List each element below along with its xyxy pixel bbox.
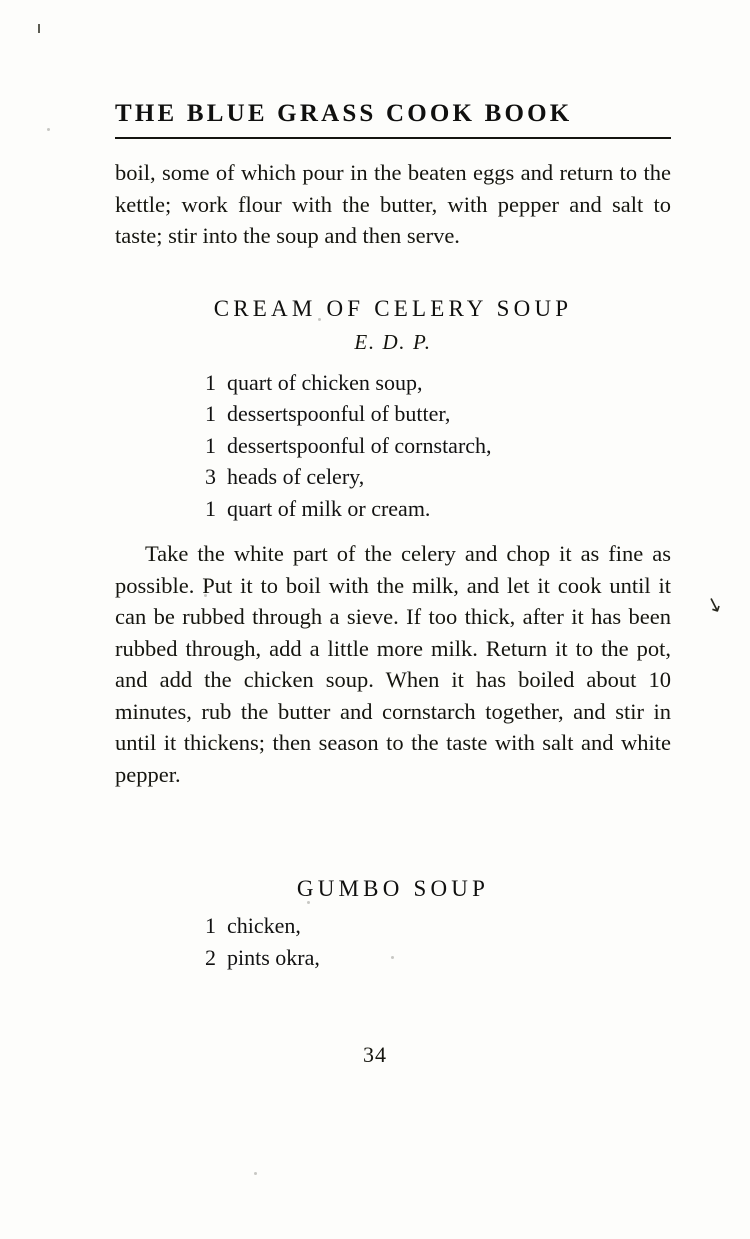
recipe-method: Take the white part of the celery and chop it as fine as possible. Put it to boil with the milk, and let it cook until it can be rubbed through a sieve. If too thick, after it has been rubbed through, add a little more milk. Return it to the pot, and add the chicken soup. When it has boiled about 10 minutes, rub the butter and cornstarch together, and stir in until it thickens; then season to the taste with salt and white pepper.: [115, 541, 671, 787]
scan-speck: [47, 128, 50, 131]
list-item: [205, 367, 671, 399]
list-item: [205, 493, 671, 525]
recipe-attribution: E. D. P.: [354, 329, 432, 354]
ingredient-quantity: 1: [205, 913, 216, 938]
margin-annotation-icon: ↘: [702, 591, 726, 619]
ingredient-list: [115, 910, 671, 973]
page-content: [115, 100, 671, 987]
ingredient-quantity: 1: [205, 432, 216, 458]
recipe-title: GUMBO SOUP: [296, 876, 490, 901]
ingredient-quantity: 1: [205, 495, 216, 521]
ingredient-list: [115, 367, 671, 525]
ingredient-text: chicken,: [227, 913, 301, 938]
list-item: [205, 910, 671, 942]
page-number: 34: [363, 1042, 387, 1067]
ingredient-quantity: 2: [205, 944, 216, 970]
ingredient-text: pints okra,: [227, 944, 320, 970]
ingredient-text: heads of celery,: [227, 464, 365, 489]
list-item: [205, 461, 671, 493]
ingredient-text: quart of milk or cream.: [227, 495, 431, 521]
list-item: [205, 398, 671, 430]
header-rule: [115, 137, 671, 139]
ingredient-text: dessertspoonful of butter,: [227, 401, 451, 426]
ingredient-text: dessertspoonful of cornstarch,: [227, 432, 492, 458]
ingredient-text: quart of chicken soup,: [227, 369, 423, 395]
continued-paragraph: boil, some of which pour in the beaten eggs and return to the kettle; work flour with the butter, with pepper and salt to taste; stir into the soup and then serve.: [115, 160, 671, 248]
scan-edge-tick-top-left: [38, 24, 40, 33]
recipe-block: [115, 296, 671, 791]
running-head: THE BLUE GRASS COOK BOOK: [115, 100, 573, 127]
recipe-block: [115, 876, 671, 973]
list-item: [205, 942, 671, 974]
recipe-title: CREAM OF CELERY SOUP: [213, 295, 573, 321]
section-spacer: [115, 790, 671, 832]
scan-speck: [254, 1172, 257, 1175]
ingredient-quantity: 1: [205, 369, 216, 395]
ingredient-quantity: 1: [205, 401, 216, 426]
ingredient-quantity: 3: [205, 464, 216, 489]
list-item: [205, 430, 671, 462]
